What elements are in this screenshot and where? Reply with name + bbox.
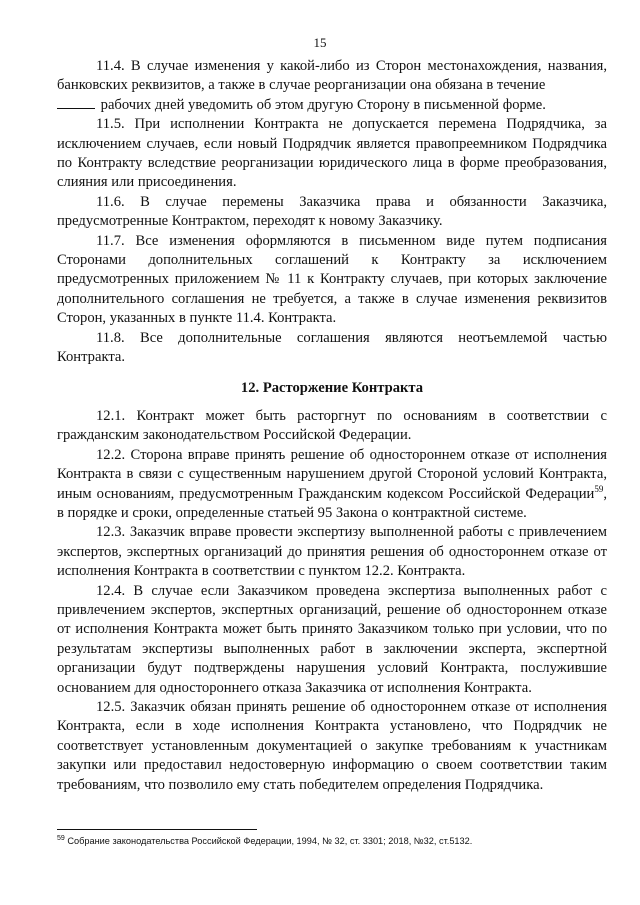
clause-11-6: 11.6. В случае перемены Заказчика права и обязанности Заказчика, предусмотренные Контрактом, переходят к новому Заказчику.: [57, 193, 607, 230]
footnote: [57, 835, 617, 847]
clause-11-4-text-start: 11.4. В случае изменения у какой-либо из Сторон местонахождения, названия, банковских реквизитов, а также в случае реорганизации она обязана в течение: [57, 58, 607, 94]
clause-11-7: 11.7. Все изменения оформляются в письменном виде путем подписания Сторонами дополнительных соглашений к Контракту за исключением предусмотренных приложением № 11 к Контракту случаев, при которых заключение дополнительного соглашения не требуется, а также в случае изменения реквизитов Сторон, указанных в пункте 11.4. Контракта.: [57, 232, 607, 327]
clause-11-4: [57, 57, 607, 115]
clause-12-3: 12.3. Заказчик вправе провести экспертизу выполненной работы с привлечением экспертов, экспертных организаций до принятия решения об одностороннем отказе от исполнения Контракта в соответствии с пунктом 12.2. Контракта.: [57, 524, 607, 580]
clause-12-2: [57, 446, 607, 524]
footnote-text: Собрание законодательства Российской Федерации, 1994, № 32, ст. 3301; 2018, №32, ст.5132.: [64, 836, 473, 846]
clause-12-4: 12.4. В случае если Заказчиком проведена экспертиза выполненных работ с привлечением экспертов, экспертных организаций, решение об одностороннем отказе от исполнения Контракта может быть принято Заказчиком только при условии, что по результатам экспертизы выполненных работ в заключении эксперта, экспертной организации будут подтверждены нарушения условий Контракта, послужившие основанием для одностороннего отказа Заказчика от исполнения Контракта.: [57, 582, 607, 696]
page-number: 15: [313, 35, 327, 50]
clause-11-5: 11.5. При исполнении Контракта не допускается перемена Подрядчика, за исключением случаев, если новый Подрядчик является правопреемником Подрядчика по Контракту вследствие реорганизации юридического лица в форме преобразования, слияния или присоединения.: [57, 116, 607, 191]
blank-field: [57, 96, 95, 109]
clause-12-2-text-end: , в порядке и сроки, определенные статьей 95 Закона о контрактной системе.: [57, 485, 607, 521]
clause-11-4-text-end: рабочих дней уведомить об этом другую Сторону в письменной форме.: [100, 96, 546, 113]
clause-11-8: 11.8. Все дополнительные соглашения являются неотъемлемой частью Контракта.: [57, 329, 607, 366]
footnote-reference[interactable]: 59: [594, 483, 604, 494]
footnote-marker: 59: [57, 834, 65, 842]
footnote-divider: [57, 829, 257, 830]
clause-12-2-text-start: 12.2. Сторона вправе принять решение об одностороннем отказе от исполнения Контракта в связи с существенным нарушением другой Стороной условий Контракта, иным основаниям, предусмотренным Гражданским кодексом Российской Федерации: [57, 446, 607, 502]
section-heading: 12. Расторжение Контракта: [240, 379, 424, 396]
clause-12-5: 12.5. Заказчик обязан принять решение об одностороннем отказе от исполнения Контракта, если в ходе исполнения Контракта установлено, что Подрядчик не соответствует установленным документацией о закупке требованиям к участникам закупки или предоставил недостоверную информацию о своем соответствии таким требованиям, что позволило ему стать победителем определения Подрядчика.: [57, 699, 607, 793]
document-body: [57, 57, 607, 795]
clause-12-1: 12.1. Контракт может быть расторгнут по основаниям в соответствии с гражданским законодательством Российской Федерации.: [57, 407, 607, 444]
